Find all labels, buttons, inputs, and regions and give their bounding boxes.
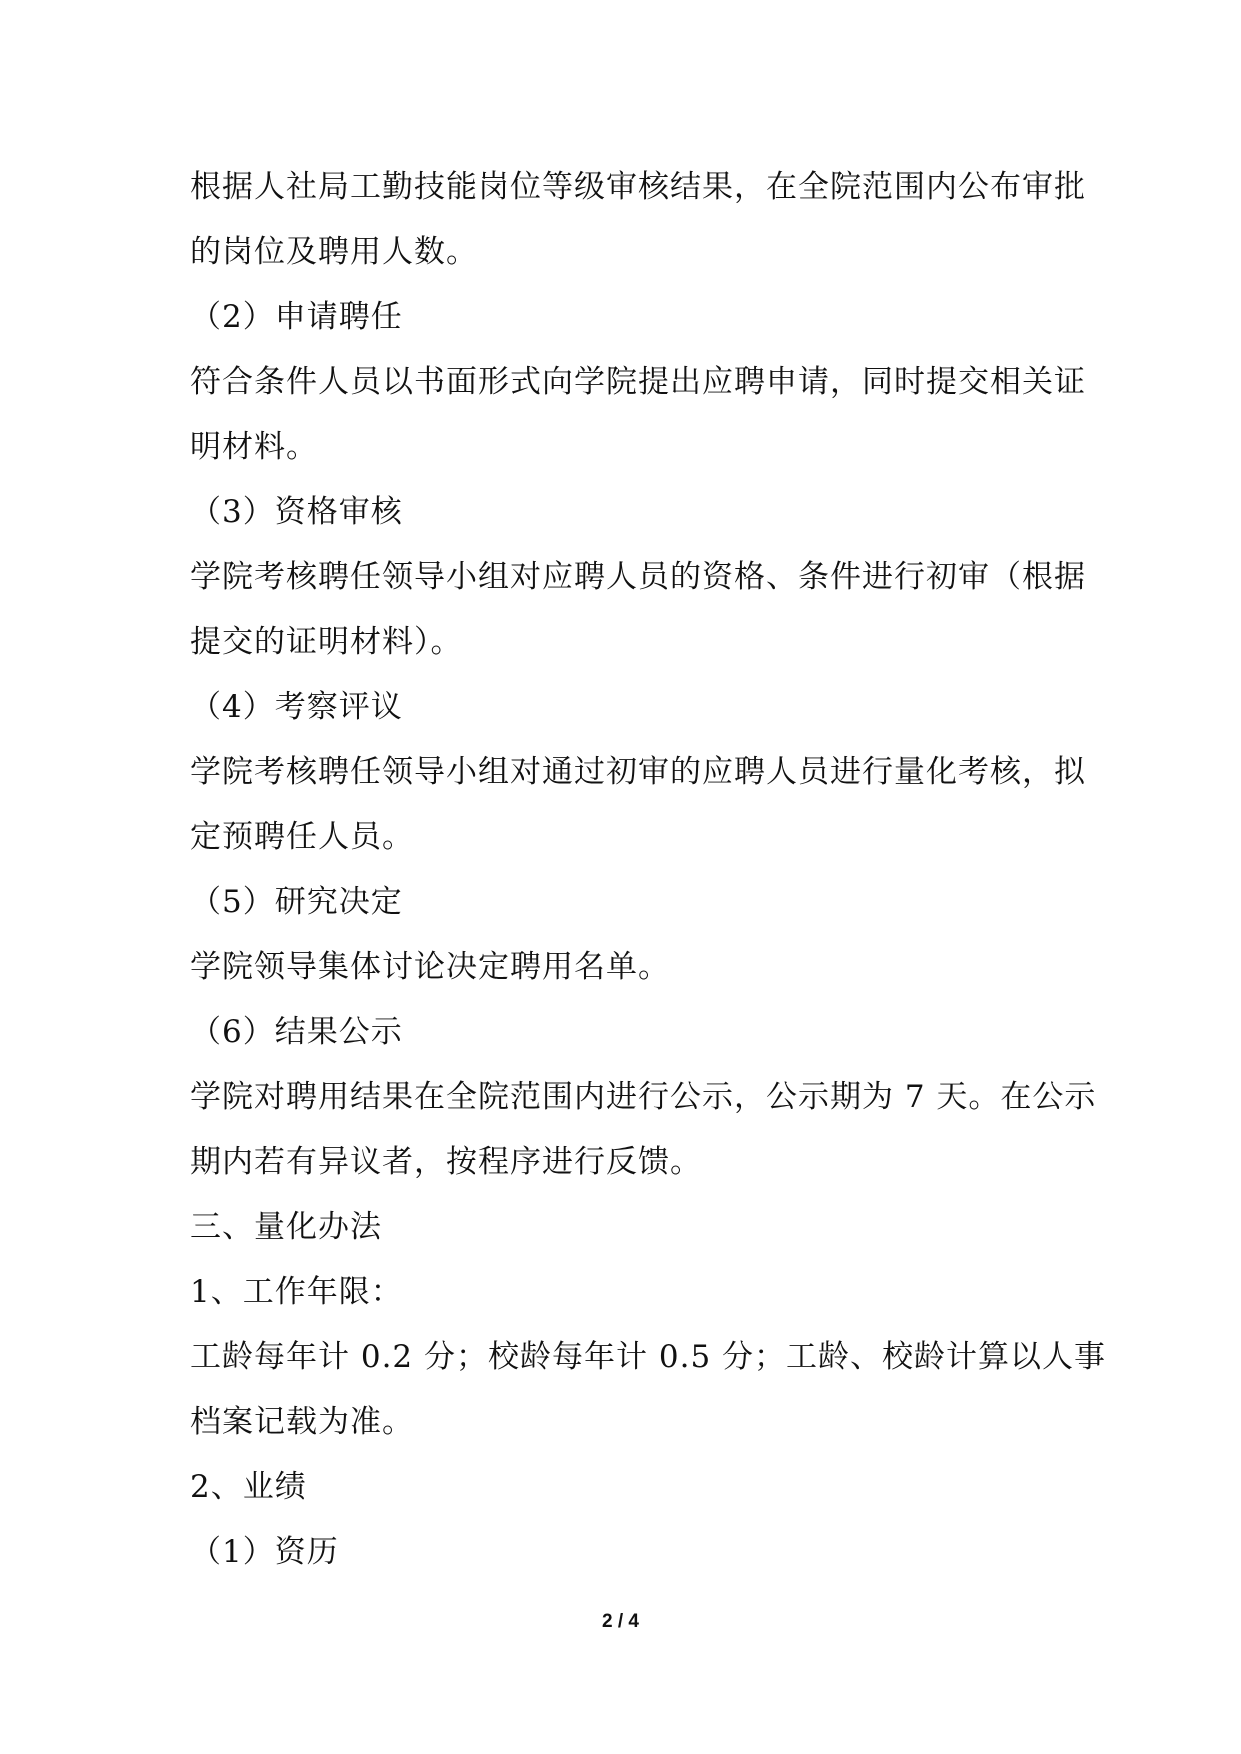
section-heading: 1、工作年限： [190,1274,403,1310]
body-text-line: 档案记载为准。 [190,1404,414,1440]
body-text-line: 学院考核聘任领导小组对应聘人员的资格、条件进行初审（根据 [190,559,1086,595]
section-heading: （4）考察评议 [190,689,403,725]
body-text-line: 提交的证明材料）。 [190,624,463,660]
body-text-line: 符合条件人员以书面形式向学院提出应聘申请，同时提交相关证 [190,364,1086,400]
section-heading: （1）资历 [190,1534,339,1570]
section-heading: 2、业绩 [190,1469,307,1505]
section-heading: （3）资格审核 [190,494,403,530]
body-text-line: 明材料。 [190,429,318,465]
section-heading: （2）申请聘任 [190,299,403,335]
body-text-line: 学院领导集体讨论决定聘用名单。 [190,949,670,985]
body-text-line: 期内若有异议者，按程序进行反馈。 [190,1144,702,1180]
section-heading: （6）结果公示 [190,1014,403,1050]
page-number: 2 / 4 [602,1611,639,1632]
body-text-line: 工龄每年计 0.2 分；校龄每年计 0.5 分；工龄、校龄计算以人事 [190,1339,1107,1375]
body-text-line: 根据人社局工勤技能岗位等级审核结果，在全院范围内公布审批 [190,169,1086,205]
section-heading: （5）研究决定 [190,884,403,920]
body-text-line: 的岗位及聘用人数。 [190,234,478,270]
body-text-line: 学院考核聘任领导小组对通过初审的应聘人员进行量化考核，拟 [190,754,1086,790]
body-text-line: 学院对聘用结果在全院范围内进行公示，公示期为 7 天。在公示 [190,1079,1097,1115]
section-heading: 三、量化办法 [190,1209,382,1245]
body-text-line: 定预聘任人员。 [190,819,414,855]
